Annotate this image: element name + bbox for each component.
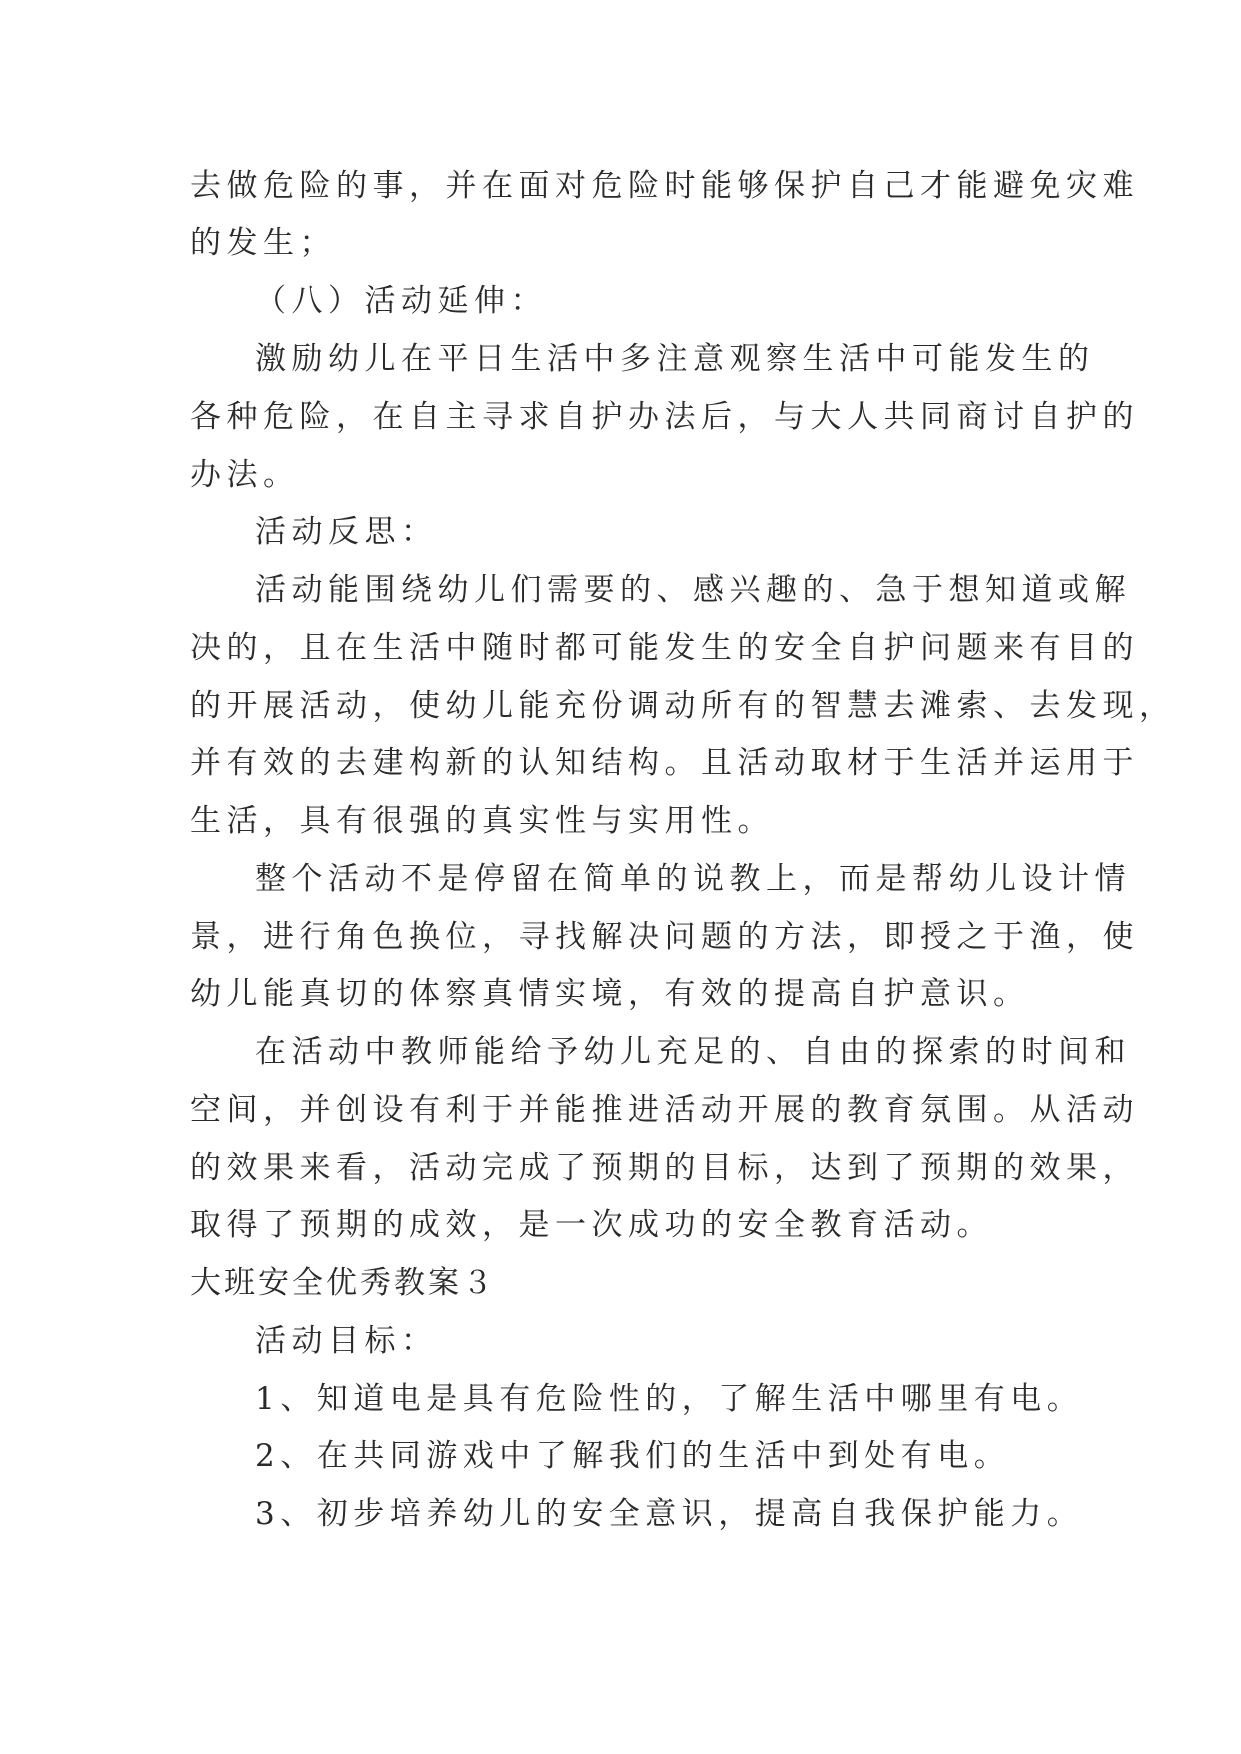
paragraph-line: 取得了预期的成效，是一次成功的安全教育活动。 — [190, 1207, 993, 1243]
paragraph-line: 并有效的去建构新的认知结构。且活动取材于生活并运用于 — [190, 745, 1139, 781]
paragraph-line: 的效果来看，活动完成了预期的目标，达到了预期的效果， — [190, 1150, 1139, 1186]
paragraph-line: 活动能围绕幼儿们需要的、感兴趣的、急于想知道或解 — [255, 572, 1131, 608]
paragraph-line: 在活动中教师能给予幼儿充足的、自由的探索的时间和 — [255, 1034, 1131, 1070]
paragraph-line: 生活，具有很强的真实性与实用性。 — [190, 803, 774, 839]
paragraph-line: 景，进行角色换位，寻找解决问题的方法，即授之于渔，使 — [190, 919, 1139, 955]
section-heading: 活动目标： — [255, 1323, 438, 1359]
paragraph-line: 的发生； — [190, 225, 336, 261]
paragraph-line: 的开展活动，使幼儿能充份调动所有的智慧去滩索、去发现， — [190, 688, 1176, 724]
paragraph-line: 空间，并创设有利于并能推进活动开展的教育氛围。从活动 — [190, 1092, 1139, 1128]
document-title: 大班安全优秀教案３ — [190, 1265, 496, 1301]
paragraph-line: 决的，且在生活中随时都可能发生的安全自护问题来有目的 — [190, 630, 1139, 666]
paragraph-line: 去做危险的事，并在面对危险时能够保护自己才能避免灾难 — [190, 168, 1139, 204]
paragraph-line: 整个活动不是停留在简单的说教上，而是帮幼儿设计情 — [255, 861, 1131, 897]
section-heading: （八）活动延伸： — [255, 283, 547, 319]
list-item: 2、在共同游戏中了解我们的生活中到处有电。 — [255, 1438, 1011, 1474]
list-item: 3、初步培养幼儿的安全意识，提高自我保护能力。 — [255, 1496, 1084, 1532]
paragraph-line: 激励幼儿在平日生活中多注意观察生活中可能发生的 — [255, 341, 1095, 377]
paragraph-line: 办法。 — [190, 457, 300, 493]
paragraph-line: 各种危险，在自主寻求自护办法后，与大人共同商讨自护的 — [190, 399, 1139, 435]
paragraph-line: 幼儿能真切的体察真情实境，有效的提高自护意识。 — [190, 976, 1030, 1012]
list-item: 1、知道电是具有危险性的，了解生活中哪里有电。 — [255, 1381, 1084, 1417]
section-heading: 活动反思： — [255, 514, 438, 550]
